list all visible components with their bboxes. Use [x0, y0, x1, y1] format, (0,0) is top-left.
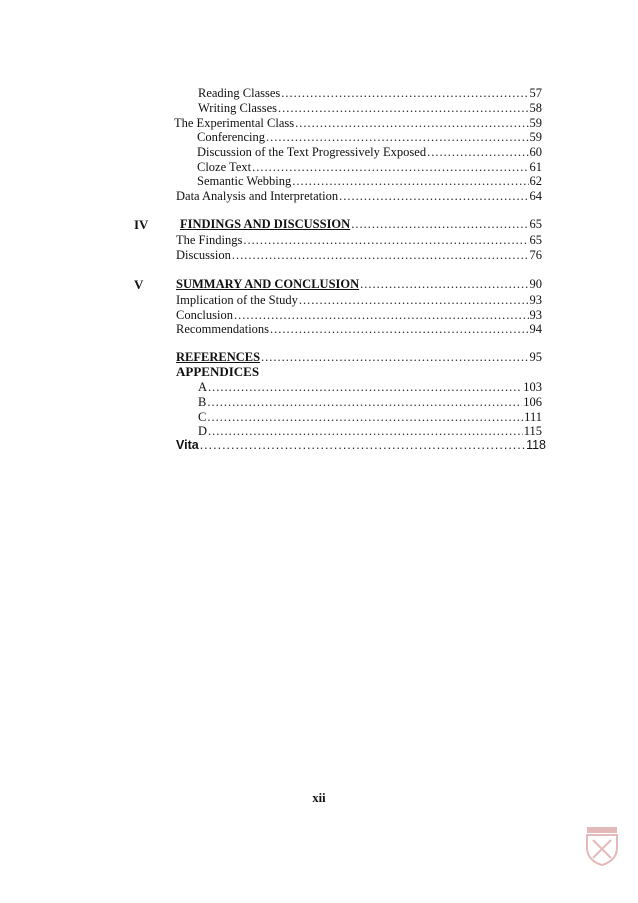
toc-chapter-iv-title — [180, 217, 542, 232]
toc-entry-page: 90 — [529, 277, 542, 291]
toc-entry-label: Implication of the Study — [176, 293, 298, 307]
leader-dots — [207, 395, 522, 410]
toc-entry-label: Conferencing — [197, 130, 266, 144]
toc-entry-page: 61 — [529, 160, 542, 174]
toc-vita — [176, 438, 546, 452]
toc-entry-label: Semantic Webbing — [197, 174, 292, 188]
toc-entry-page: 65 — [529, 217, 542, 231]
toc-entry-data-analysis — [176, 189, 542, 204]
toc-entry-label: Discussion of the Text Progressively Exposed — [197, 145, 427, 159]
references-label: REFERENCES — [176, 350, 261, 364]
toc-entry-page: 65 — [529, 233, 542, 247]
leader-dots — [208, 424, 523, 439]
toc-entry-page: 57 — [529, 86, 542, 100]
toc-entry-page: 93 — [529, 293, 542, 307]
toc-entry-page: 59 — [529, 116, 542, 130]
toc-entry-page: 95 — [529, 350, 542, 364]
leader-dots — [243, 233, 528, 248]
university-seal-icon — [585, 826, 619, 866]
toc-references — [176, 350, 542, 365]
toc-appendix-c — [198, 410, 542, 425]
appendices-heading: APPENDICES — [176, 364, 260, 379]
toc-chapter-v-title — [176, 277, 542, 292]
toc-entry-cloze-text — [197, 160, 542, 175]
leader-dots — [292, 174, 528, 189]
leader-dots — [278, 101, 528, 116]
leader-dots — [270, 322, 528, 337]
toc-appendix-d — [198, 424, 542, 439]
toc-entry-recommendations — [176, 322, 542, 337]
toc-entry-page: 106 — [523, 395, 542, 409]
toc-entry-page: 58 — [529, 101, 542, 115]
toc-entry-discussion-text — [197, 145, 542, 160]
toc-appendix-a — [198, 380, 542, 395]
toc-entry-label: D — [198, 424, 208, 438]
toc-entry-implication — [176, 293, 542, 308]
toc-entry-label: The Experimental Class — [174, 116, 295, 130]
toc-entry-page: 64 — [529, 189, 542, 203]
toc-entry-semantic-webbing — [197, 174, 542, 189]
toc-entry-label: Cloze Text — [197, 160, 252, 174]
leader-dots — [299, 293, 529, 308]
leader-dots — [266, 130, 528, 145]
toc-entry-label: Reading Classes — [198, 86, 281, 100]
toc-entry-conferencing — [197, 130, 542, 145]
leader-dots — [295, 116, 528, 131]
toc-entry-page: 59 — [529, 130, 542, 144]
toc-entry-label: A — [198, 380, 208, 394]
toc-entry-page: 62 — [529, 174, 542, 188]
leader-dots — [281, 86, 528, 101]
toc-entry-page: 103 — [523, 380, 542, 394]
toc-entry-label: The Findings — [176, 233, 243, 247]
toc-entry-page: 76 — [529, 248, 542, 262]
vita-label: Vita — [176, 438, 199, 452]
toc-entry-label: Data Analysis and Interpretation — [176, 189, 339, 203]
toc-appendix-b — [198, 395, 542, 410]
leader-dots — [207, 410, 523, 425]
leader-dots — [427, 145, 528, 160]
leader-dots — [252, 160, 528, 175]
toc-entry-label: Conclusion — [176, 308, 233, 322]
toc-entry-discussion — [176, 248, 542, 263]
chapter-numeral-iv: IV — [134, 217, 149, 232]
toc-entry-experimental-class — [174, 116, 542, 131]
page-number: xii — [312, 791, 326, 805]
leader-dots — [234, 308, 529, 323]
toc-entry-label: Writing Classes — [198, 101, 278, 115]
leader-dots — [360, 277, 528, 292]
leader-dots — [351, 217, 528, 232]
chapter-title: FINDINGS AND DISCUSSION — [180, 217, 351, 231]
toc-entry-page: 111 — [524, 410, 542, 424]
toc-entry-reading-classes — [198, 86, 542, 101]
leader-dots — [261, 350, 528, 365]
toc-entry-page: 115 — [523, 424, 542, 438]
toc-entry-label: Recommendations — [176, 322, 270, 336]
leader-dots — [232, 248, 529, 263]
toc-entry-page: 93 — [529, 308, 542, 322]
toc-entry-findings — [176, 233, 542, 248]
leader-dots — [208, 380, 522, 395]
toc-entry-label: Discussion — [176, 248, 231, 262]
toc-entry-page: 60 — [529, 145, 542, 159]
toc-entry-label: C — [198, 410, 207, 424]
toc-entry-label: B — [198, 395, 207, 409]
chapter-numeral-v: V — [134, 277, 144, 292]
chapter-title: SUMMARY AND CONCLUSION — [176, 277, 360, 291]
toc-entry-page: 94 — [529, 322, 542, 336]
toc-entry-writing-classes — [198, 101, 542, 116]
toc-entry-conclusion — [176, 308, 542, 323]
leader-dots — [200, 438, 525, 452]
toc-entry-page: 118 — [526, 438, 546, 452]
leader-dots — [339, 189, 528, 204]
